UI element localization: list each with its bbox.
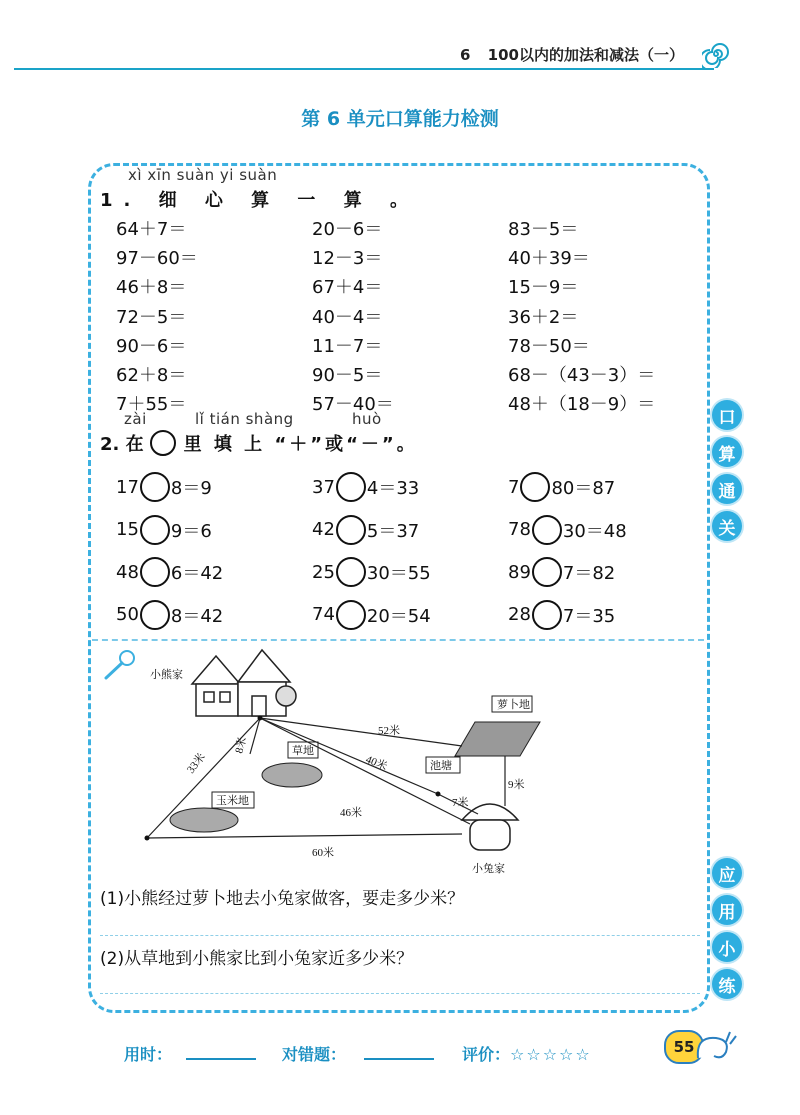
operand-right: 30＝48 <box>562 520 627 542</box>
calc-item: 36＋2＝ <box>508 306 579 328</box>
operator-circle[interactable] <box>336 472 366 502</box>
side-tab-oral-calc <box>712 400 746 548</box>
operand-right: 80＝87 <box>551 478 616 499</box>
q2-pinyin-zai: zài <box>124 410 147 428</box>
side-tab-char: 小 <box>712 932 742 962</box>
fill-item <box>116 515 212 545</box>
label-grass: 草地 <box>292 745 314 757</box>
operand-right: 8＝9 <box>170 478 212 499</box>
side-tab-char: 关 <box>712 511 742 541</box>
time-blank[interactable] <box>186 1058 256 1060</box>
fill-item <box>312 557 431 587</box>
label-rabbit-home: 小兔家 <box>472 863 505 875</box>
calc-item: 11－7＝ <box>312 335 383 357</box>
fill-item <box>312 472 419 502</box>
calc-item: 64＋7＝ <box>116 219 187 240</box>
operator-circle[interactable] <box>336 557 366 587</box>
operand-left: 17 <box>116 476 139 498</box>
app-question-2: (2)从草地到小熊家比到小兔家近多少米？ <box>100 949 414 969</box>
q2-title-suffix: 里 填 上 “＋”或“－”。 <box>183 434 418 455</box>
operand-right: 6＝42 <box>170 563 224 584</box>
calc-item: 90－5＝ <box>312 365 383 386</box>
operand-left: 50 <box>116 604 139 625</box>
operand-left: 7 <box>508 476 520 498</box>
calc-item: 20－6＝ <box>312 219 383 240</box>
answer-line[interactable] <box>100 993 700 994</box>
page-title: 第 6 单元口算能力检测 <box>301 108 499 130</box>
side-tab-char: 算 <box>712 437 742 467</box>
operand-left: 48 <box>116 561 139 583</box>
distance-label: 9米 <box>508 779 525 791</box>
operator-circle[interactable] <box>532 557 562 587</box>
operator-circle[interactable] <box>532 600 562 630</box>
distance-label: 60米 <box>312 847 334 859</box>
calc-item: 40＋39＝ <box>508 248 590 270</box>
operand-left: 42 <box>312 519 335 540</box>
time-label: 用时： <box>124 1045 173 1064</box>
section-divider <box>92 639 704 641</box>
calc-item: 62＋8＝ <box>116 365 187 386</box>
operand-left: 74 <box>312 604 335 625</box>
operator-circle[interactable] <box>140 515 170 545</box>
calc-item: 57－40＝ <box>312 394 394 416</box>
label-bear-home: 小熊家 <box>150 669 183 681</box>
fill-item <box>508 600 615 630</box>
fill-item <box>508 472 615 502</box>
calc-item: 7＋55＝ <box>116 394 187 416</box>
operand-left: 25 <box>312 561 335 583</box>
operator-circle[interactable] <box>520 472 550 502</box>
q2-pinyin-li-tian-shang: lǐ tián shàng <box>195 410 294 428</box>
fill-item <box>312 600 431 630</box>
chapter-number: 6 <box>460 46 471 64</box>
rating-text: 评价： <box>462 1045 511 1064</box>
errors-blank[interactable] <box>364 1058 434 1060</box>
operator-circle[interactable] <box>336 600 366 630</box>
calc-item: 40－4＝ <box>312 306 383 328</box>
answer-line[interactable] <box>100 935 700 936</box>
q2-pinyin-huo: huò <box>352 410 382 428</box>
calc-item: 68－（43－3）＝ <box>508 365 656 386</box>
fill-item <box>116 600 223 630</box>
operator-circle[interactable] <box>140 557 170 587</box>
fill-item <box>508 557 615 587</box>
q2-title-prefix: 2. 在 <box>100 434 144 455</box>
operand-right: 20＝54 <box>366 605 431 627</box>
operand-left: 15 <box>116 519 139 540</box>
operand-left: 28 <box>508 604 531 625</box>
calc-item: 90－6＝ <box>116 335 187 357</box>
label-pond: 池塘 <box>430 760 452 772</box>
operator-circle[interactable] <box>140 600 170 630</box>
rating-label <box>462 1042 592 1065</box>
circle-icon <box>150 430 176 456</box>
errors-label: 对错题： <box>282 1045 347 1064</box>
running-header <box>460 44 684 65</box>
distance-label: 52米 <box>378 725 400 737</box>
route-map <box>100 644 600 884</box>
side-tab-application <box>712 858 746 1006</box>
distance-label: 8米 <box>233 735 250 755</box>
calc-item: 72－5＝ <box>116 306 187 328</box>
fill-item <box>116 472 212 502</box>
calc-item: 12－3＝ <box>312 248 383 270</box>
calc-item: 67＋4＝ <box>312 277 383 299</box>
rating-stars[interactable]: ☆☆☆☆☆ <box>510 1045 592 1064</box>
fill-item <box>312 515 419 545</box>
operand-right: 7＝35 <box>562 605 616 627</box>
chapter-title: 100以内的加法和减法（一） <box>487 46 684 64</box>
operand-right: 7＝82 <box>562 563 616 584</box>
calc-item: 83－5＝ <box>508 219 579 240</box>
q2-title <box>100 430 418 456</box>
distance-label: 46米 <box>340 807 362 819</box>
operand-left: 78 <box>508 519 531 540</box>
operator-circle[interactable] <box>336 515 366 545</box>
distance-label: 40米 <box>363 753 389 774</box>
app-question-1: (1)小熊经过萝卜地去小兔家做客，要走多少米？ <box>100 889 465 909</box>
calc-item: 78－50＝ <box>508 335 590 357</box>
magnifier-icon <box>106 651 134 678</box>
mushroom-house-icon <box>462 804 518 850</box>
distance-label: 33米 <box>184 751 208 776</box>
operand-left: 89 <box>508 561 531 583</box>
operator-circle[interactable] <box>140 472 170 502</box>
label-corn-field: 玉米地 <box>216 795 249 807</box>
side-tab-char: 应 <box>712 858 742 888</box>
operand-left: 37 <box>312 476 335 498</box>
page-number: 55 <box>664 1030 704 1064</box>
operand-right: 4＝33 <box>366 478 420 499</box>
header-rule <box>14 68 714 70</box>
spiral-icon <box>702 40 730 68</box>
operand-right: 30＝55 <box>366 563 431 584</box>
calc-item: 48＋（18－9）＝ <box>508 394 656 416</box>
operand-right: 8＝42 <box>170 605 224 627</box>
q1-pinyin: xì xīn suàn yi suàn <box>128 166 278 184</box>
q1-title: 1. 细 心 算 一 算 。 <box>100 190 419 211</box>
operand-right: 9＝6 <box>170 520 212 542</box>
fill-item <box>116 557 223 587</box>
side-tab-char: 用 <box>712 895 742 925</box>
side-tab-char: 通 <box>712 474 742 504</box>
side-tab-char: 口 <box>712 400 742 430</box>
house-icon <box>192 650 296 716</box>
side-tab-char: 练 <box>712 969 742 999</box>
label-carrot-field: 萝卜地 <box>497 699 530 711</box>
calc-item: 97－60＝ <box>116 248 198 270</box>
fill-item <box>508 515 627 545</box>
calc-item: 15－9＝ <box>508 277 579 299</box>
distance-label: 7米 <box>452 797 469 809</box>
operator-circle[interactable] <box>532 515 562 545</box>
calc-item: 46＋8＝ <box>116 277 187 299</box>
snail-icon <box>690 1028 740 1064</box>
operand-right: 5＝37 <box>366 520 420 542</box>
